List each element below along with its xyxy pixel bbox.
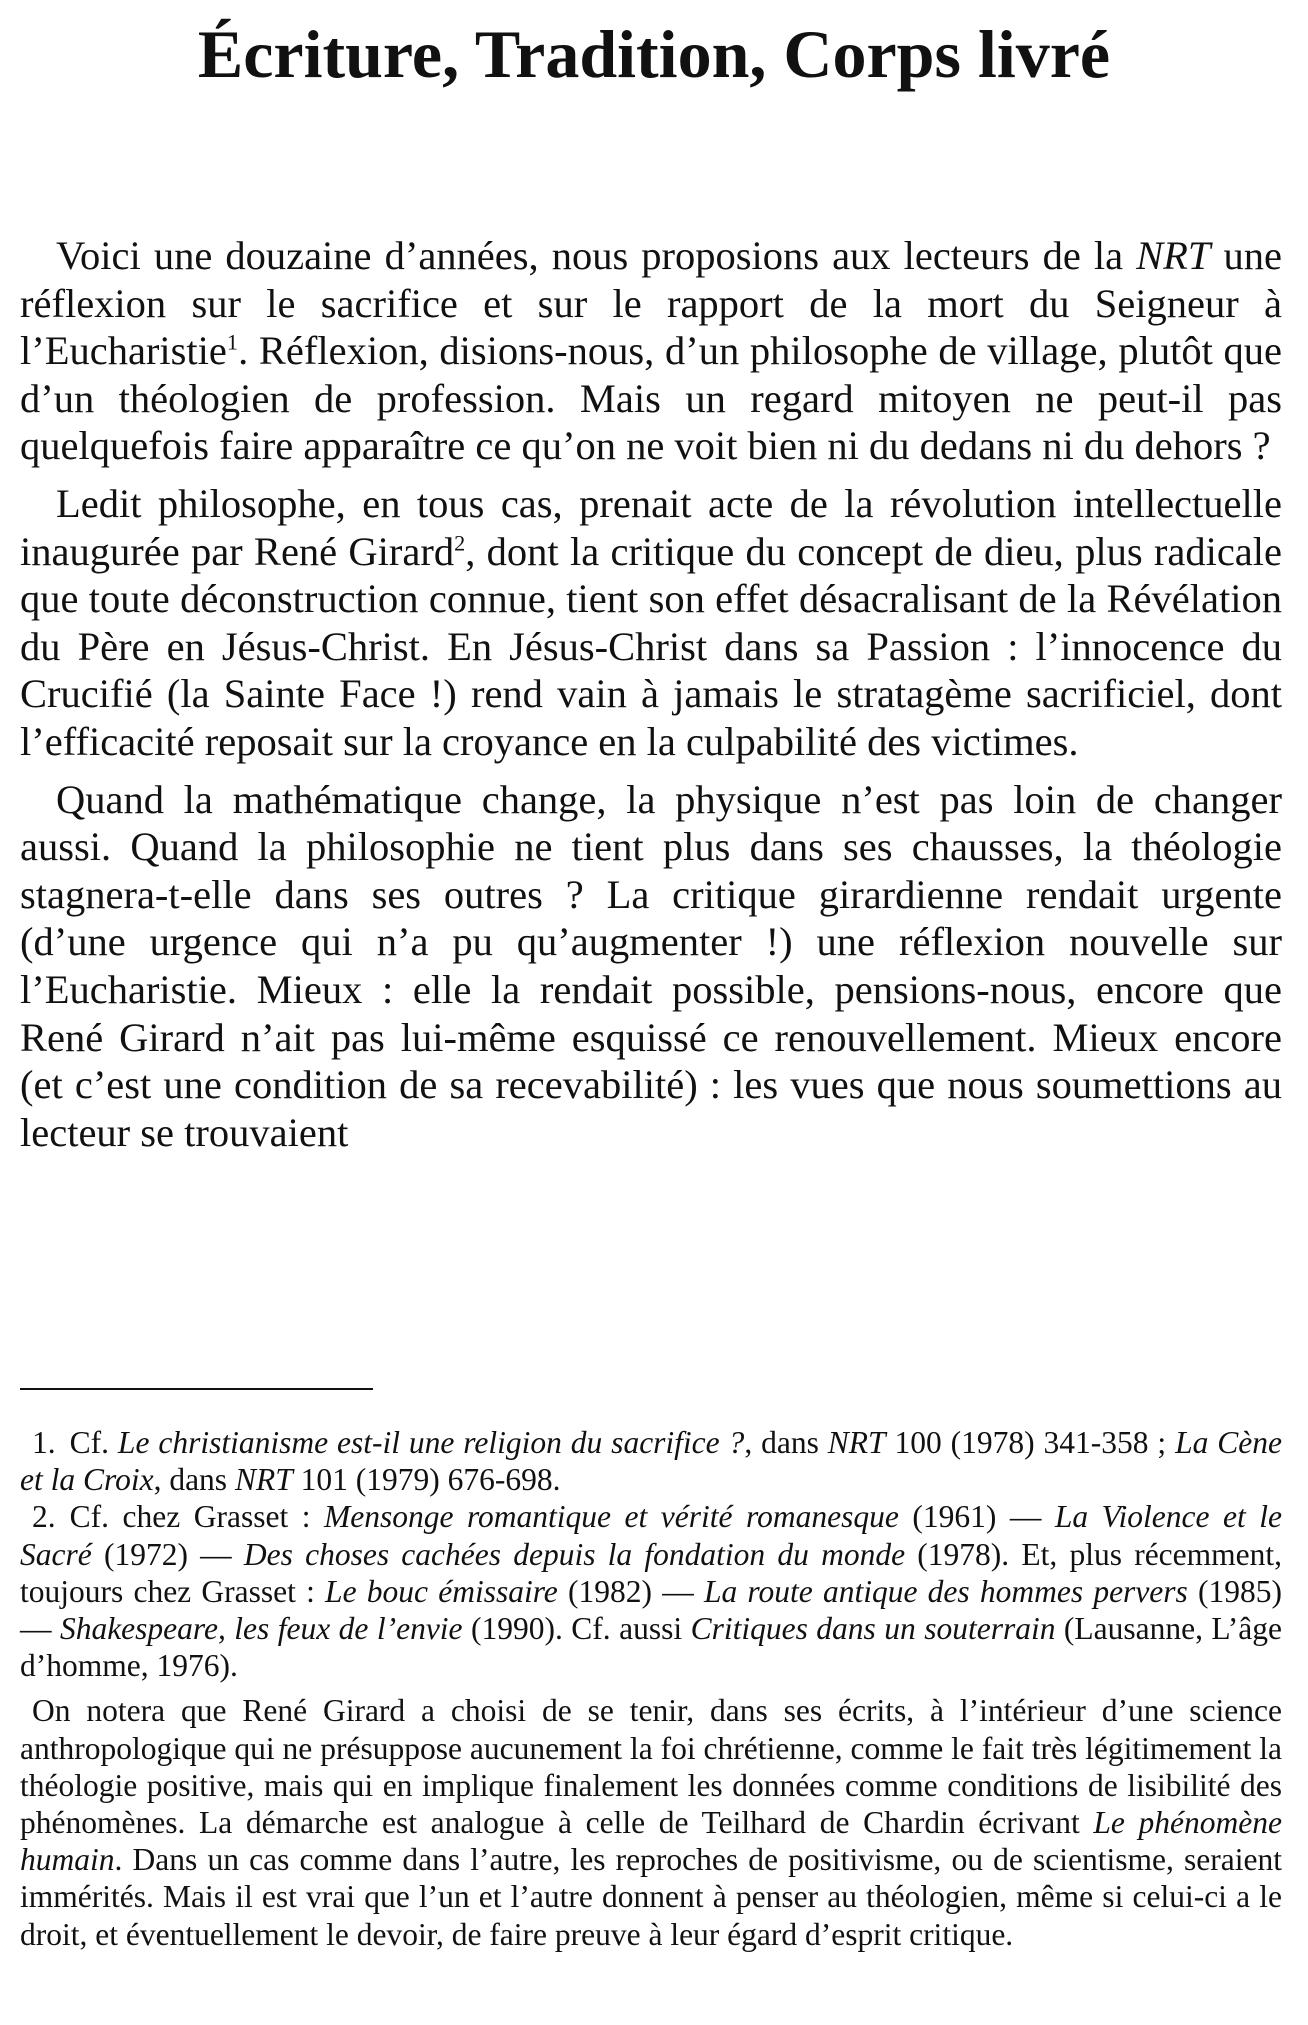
text-run: Cf. chez Grasset : xyxy=(69,1499,324,1535)
work-title: La Violence et le Sacré xyxy=(20,1499,1282,1572)
text-run: (1972) — xyxy=(91,1536,244,1572)
text-run: . Réflexion, disions-nous, d’un philosophe de village, plutôt que d’un théologien de profession. Mais un regard mitoyen ne peut-il pas quelquefois faire apparaître ce qu’on ne voit bien ni du dedans ni du dehors ? xyxy=(20,328,1282,469)
footnote-number: 1. xyxy=(32,1425,56,1460)
journal-abbrev: NRT xyxy=(1136,233,1211,278)
text-run: (1961) — xyxy=(898,1499,1055,1535)
paragraph-2 xyxy=(20,480,1282,766)
text-run: , dans xyxy=(744,1425,828,1460)
footnote-ref-2[interactable]: 2 xyxy=(454,530,466,556)
article-title: Écriture, Tradition, Corps livré xyxy=(197,16,1111,92)
text-run: Quand la mathématique change, la physique n’est pas loin de changer aussi. Quand la philosophie ne tient plus dans ses chausses, la théologie stagnera-t-elle dans ses outres ? La critique girardienne rendait urgente (d’une urgence qui n’a pu qu’augmenter !) une réflexion nouvelle sur l’Eucharistie. Mieux : elle la rendait possible, pensions-nous, encore que René Girard n’ait pas lui-même esquissé ce renouvellement. Mieux encore (et c’est une condition de sa recevabilité) : les vues que nous soumettions au lecteur se trouvaient xyxy=(20,776,1282,1155)
text-run: Voici une douzaine d’années, nous proposions aux lecteurs de la xyxy=(56,233,1137,278)
text-run: , dont la critique du concept de dieu, plus radicale que toute déconstruction connue, tient son effet désacralisant de la Révélation du Père en Jésus-Christ. En Jésus-Christ dans sa Passion : l’innocence du Crucifié (la Sainte Face !) rend vain à jamais le stratagème sacrificiel, dont l’efficacité reposait sur la croyance en la culpabilité des victimes. xyxy=(20,528,1283,764)
paragraph-3 xyxy=(20,776,1282,1157)
journal-abbrev: NRT xyxy=(234,1462,293,1498)
text-run: (1985) — xyxy=(20,1573,1283,1647)
article-body xyxy=(20,232,1282,1166)
work-title: Le christianisme est-il une religion du sacrifice ? xyxy=(117,1425,745,1460)
journal-abbrev: NRT xyxy=(827,1425,886,1460)
text-run: 101 (1979) 676-698. xyxy=(292,1462,561,1498)
work-title: La route antique des hommes pervers xyxy=(703,1573,1188,1609)
work-title: Shakespeare, les feux de l’envie xyxy=(59,1611,463,1647)
work-title: Le phénomène humain xyxy=(20,1805,1282,1878)
footnote-separator xyxy=(20,1388,373,1390)
work-title: Mensonge romantique et vérité romanesque xyxy=(323,1499,899,1535)
footnote-2 xyxy=(20,1498,1282,1684)
work-title: Des choses cachées depuis la fondation du monde xyxy=(243,1536,906,1572)
text-run: , dans xyxy=(153,1462,235,1498)
text-run: On notera que René Girard a choisi de se tenir, dans ses écrits, à l’intérieur d’une science anthropologique qui ne présuppose aucunement la foi chrétienne, comme le fait très légitimement la théologie positive, mais qui en implique finalement les données comme conditions de lisibilité des phénomènes. La démarche est analogue à celle de Teilhard de Chardin écrivant xyxy=(20,1693,1282,1841)
footnote-2-paragraph xyxy=(20,1692,1282,1952)
footnote-ref-1[interactable]: 1 xyxy=(226,329,239,355)
paragraph-1 xyxy=(20,232,1282,470)
text-run: 100 (1978) 341-358 ; xyxy=(885,1425,1176,1460)
text-run: (1978). Et, plus récemment, toujours chez Grasset : xyxy=(20,1536,1282,1609)
text-run: Cf. xyxy=(69,1425,118,1460)
work-title: Critiques dans un souterrain xyxy=(690,1611,1056,1647)
text-run: une réflexion sur le sacrifice et sur le rapport de la mort du Seigneur à l’Eucharistie xyxy=(20,233,1282,374)
text-run: (Lausanne, L’âge d’homme, 1976). xyxy=(20,1611,1282,1684)
footnote-number: 2. xyxy=(32,1499,56,1535)
work-title: Le bouc émissaire xyxy=(325,1573,558,1609)
text-run: . Dans un cas comme dans l’autre, les reproches de positivisme, ou de scientisme, seraient immérités. Mais il est vrai que l’un et l’autre donnent à penser au théologien, même si celui-ci a le droit, et éventuellement le devoir, de faire preuve à leur égard d’esprit critique. xyxy=(20,1842,1282,1952)
footnote-1 xyxy=(20,1424,1282,1498)
footnotes xyxy=(20,1424,1282,1953)
text-run: Ledit philosophe, en tous cas, prenait acte de la révolution intellectuelle inaugurée par René Girard xyxy=(20,480,1282,574)
work-title: La Cène et la Croix xyxy=(20,1425,1282,1498)
text-run: (1990). Cf. aussi xyxy=(462,1611,691,1647)
text-run: (1982) — xyxy=(557,1573,704,1609)
